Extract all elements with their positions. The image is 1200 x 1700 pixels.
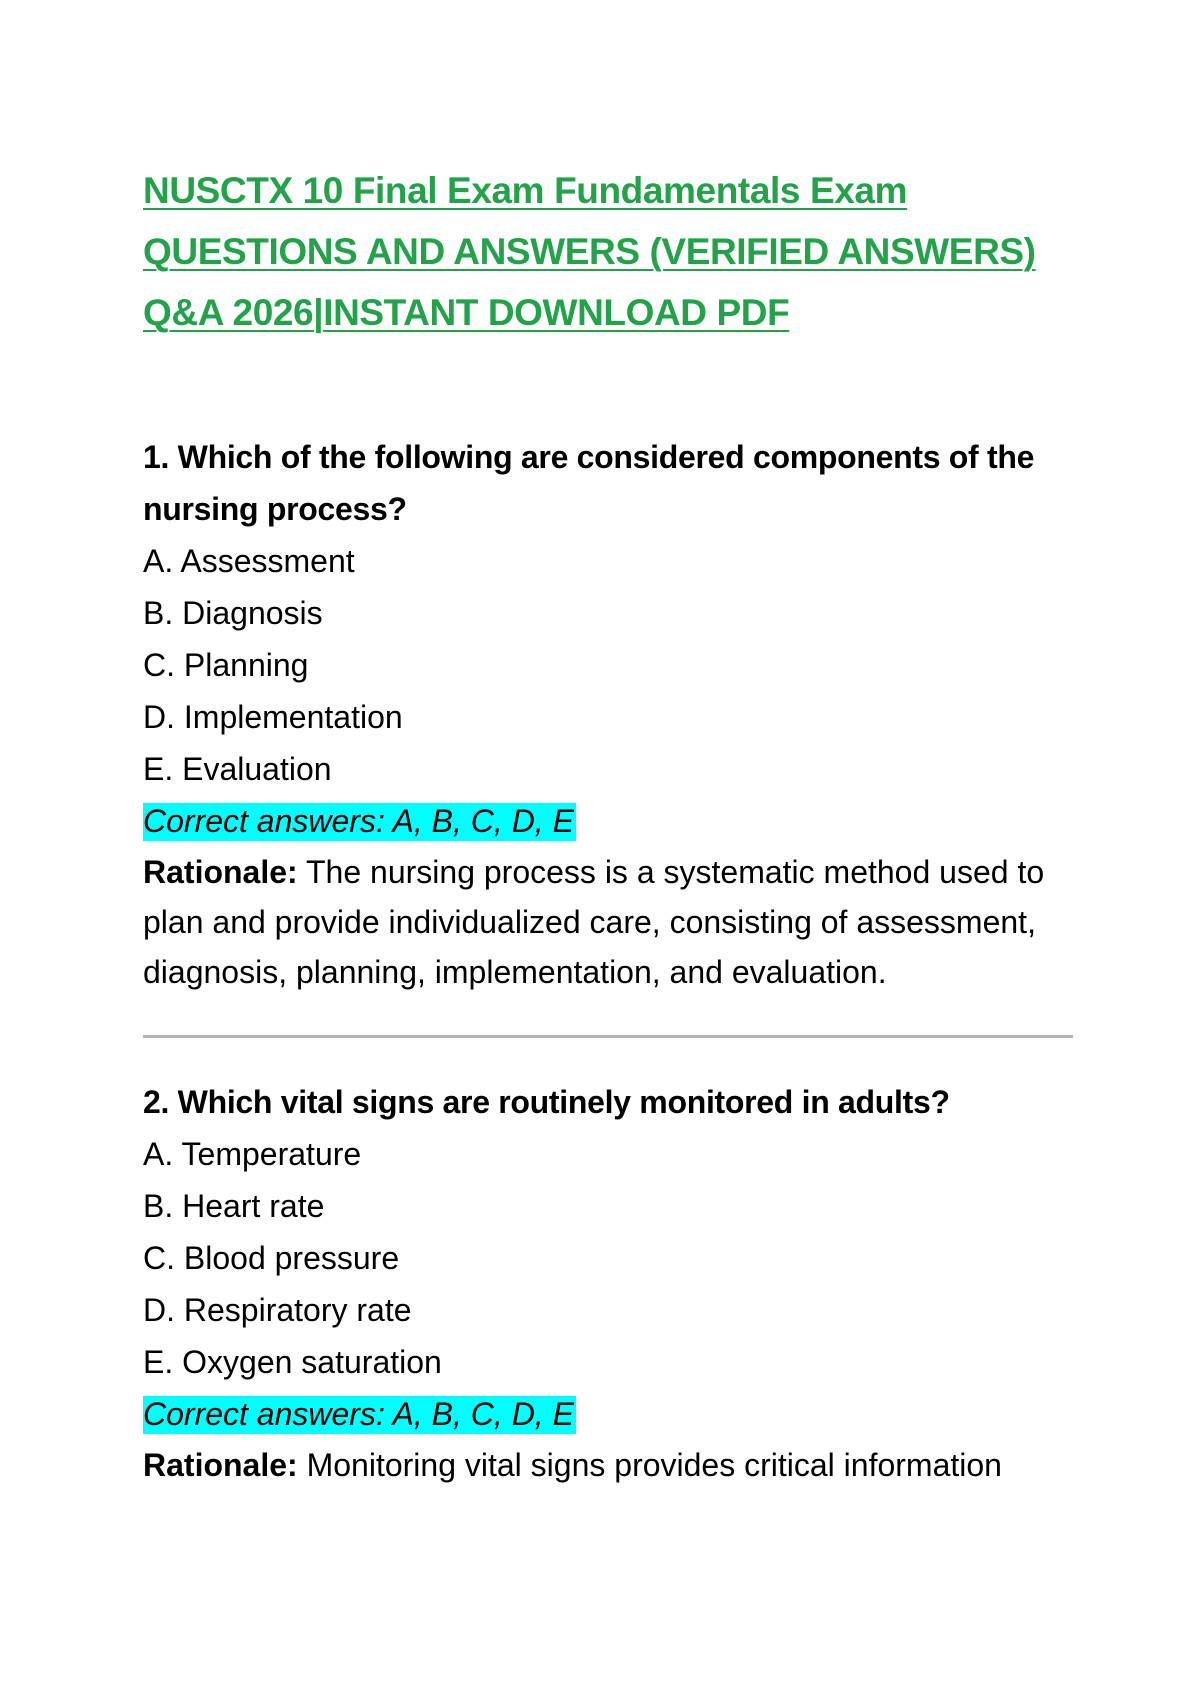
option-a: A. Assessment — [143, 543, 355, 579]
rationale — [143, 1440, 1073, 1490]
document-page — [143, 160, 1073, 1490]
title-line-3: Q&A 2026|INSTANT DOWNLOAD PDF — [143, 292, 790, 333]
correct-answer-highlight: Correct answers: A, B, C, D, E — [143, 803, 574, 839]
question-2 — [143, 1076, 1073, 1490]
question-text: 1. Which of the following are considered components of the nursing process? — [143, 439, 1035, 527]
option-list — [143, 1128, 1073, 1388]
rationale-text: Monitoring vital signs provides critical information — [297, 1447, 1002, 1483]
option-a: A. Temperature — [143, 1136, 362, 1172]
option-b: B. Diagnosis — [143, 595, 323, 631]
answer-row — [143, 795, 1073, 847]
answer-row — [143, 1388, 1073, 1440]
title-line-1: NUSCTX 10 Final Exam Fundamentals Exam — [143, 170, 908, 211]
rationale — [143, 847, 1073, 997]
option-c: C. Planning — [143, 647, 309, 683]
rationale-label: Rationale: — [143, 1447, 298, 1483]
option-c: C. Blood pressure — [143, 1240, 400, 1276]
option-list — [143, 535, 1073, 795]
option-d: D. Implementation — [143, 699, 403, 735]
rationale-label: Rationale: — [143, 854, 298, 890]
title-line-2: QUESTIONS AND ANSWERS (VERIFIED ANSWERS) — [143, 231, 1036, 272]
question-divider — [143, 1035, 1073, 1038]
rationale-text: The nursing process is a systematic method used to plan and provide individualized care, consisting of assessment, diagnosis, planning, implementation, and evaluation. — [143, 854, 1045, 990]
question-text: 2. Which vital signs are routinely monitored in adults? — [143, 1084, 950, 1120]
option-e: E. Oxygen saturation — [143, 1344, 442, 1380]
option-d: D. Respiratory rate — [143, 1292, 412, 1328]
question-1 — [143, 431, 1073, 997]
document-title — [143, 160, 1073, 343]
option-e: E. Evaluation — [143, 751, 332, 787]
option-b: B. Heart rate — [143, 1188, 325, 1224]
correct-answer-highlight: Correct answers: A, B, C, D, E — [143, 1396, 574, 1432]
